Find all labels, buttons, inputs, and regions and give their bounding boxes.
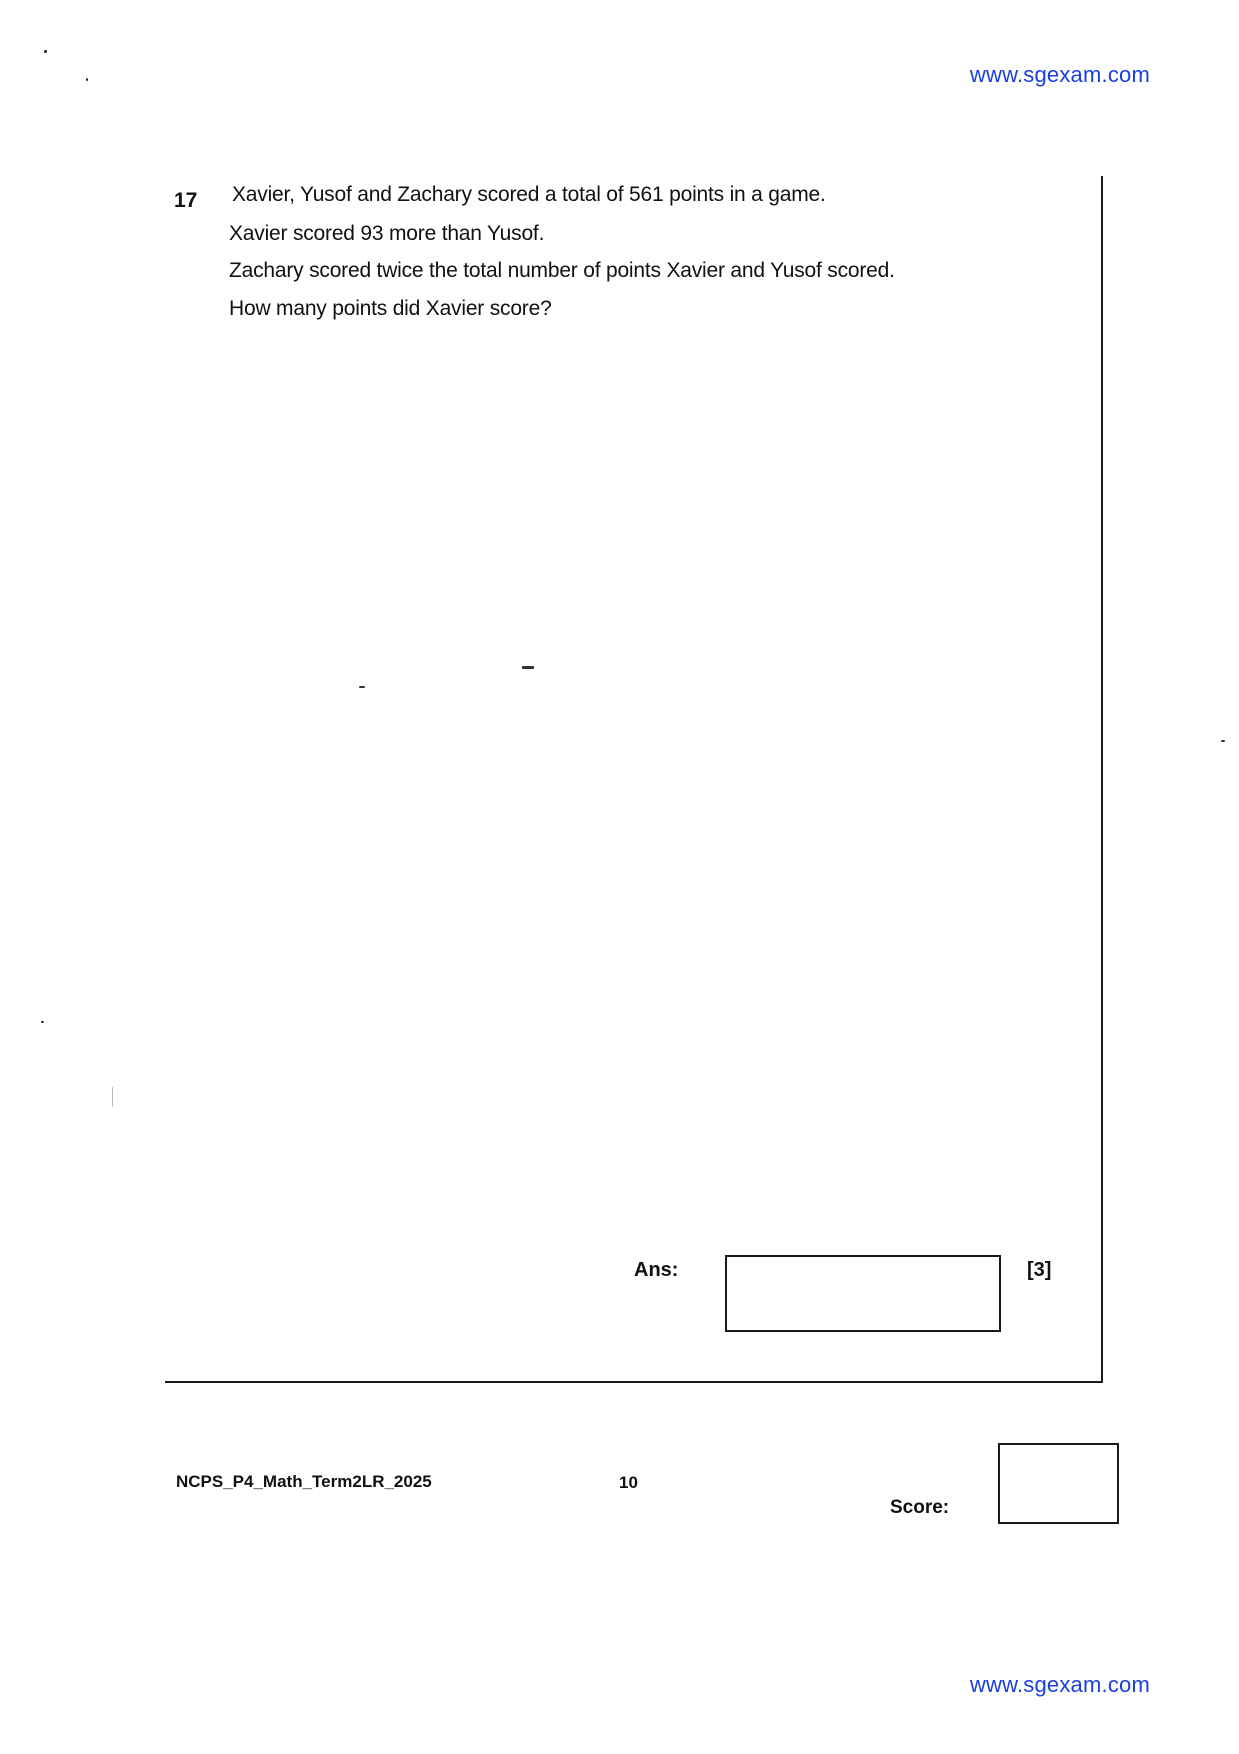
scan-speck <box>44 50 47 53</box>
question-frame-right-border <box>1101 176 1103 1383</box>
question-number: 17 <box>174 189 198 212</box>
question-frame-bottom-border <box>165 1381 1103 1383</box>
scan-speck <box>1221 740 1225 742</box>
question-text-line-3: Zachary scored twice the total number of points Xavier and Yusof scored. <box>229 259 895 282</box>
scan-speck <box>41 1021 44 1023</box>
scan-speck <box>112 1087 113 1107</box>
question-text-line-1: Xavier, Yusof and Zachary scored a total of 561 points in a game. <box>232 183 826 206</box>
score-box[interactable] <box>998 1443 1119 1524</box>
scan-speck <box>86 78 88 81</box>
answer-label: Ans: <box>634 1259 679 1281</box>
marks-allocation: [3] <box>1027 1259 1052 1281</box>
answer-box[interactable] <box>725 1255 1001 1332</box>
score-label: Score: <box>890 1497 950 1518</box>
page-number: 10 <box>619 1473 638 1492</box>
paper-code: NCPS_P4_Math_Term2LR_2025 <box>176 1472 432 1491</box>
website-link-bottom[interactable]: www.sgexam.com <box>969 1672 1150 1697</box>
scan-speck <box>522 666 534 669</box>
question-text-line-4: How many points did Xavier score? <box>229 297 552 320</box>
scan-speck <box>359 686 365 688</box>
website-link-top[interactable]: www.sgexam.com <box>969 62 1150 87</box>
question-text-line-2: Xavier scored 93 more than Yusof. <box>229 222 545 245</box>
